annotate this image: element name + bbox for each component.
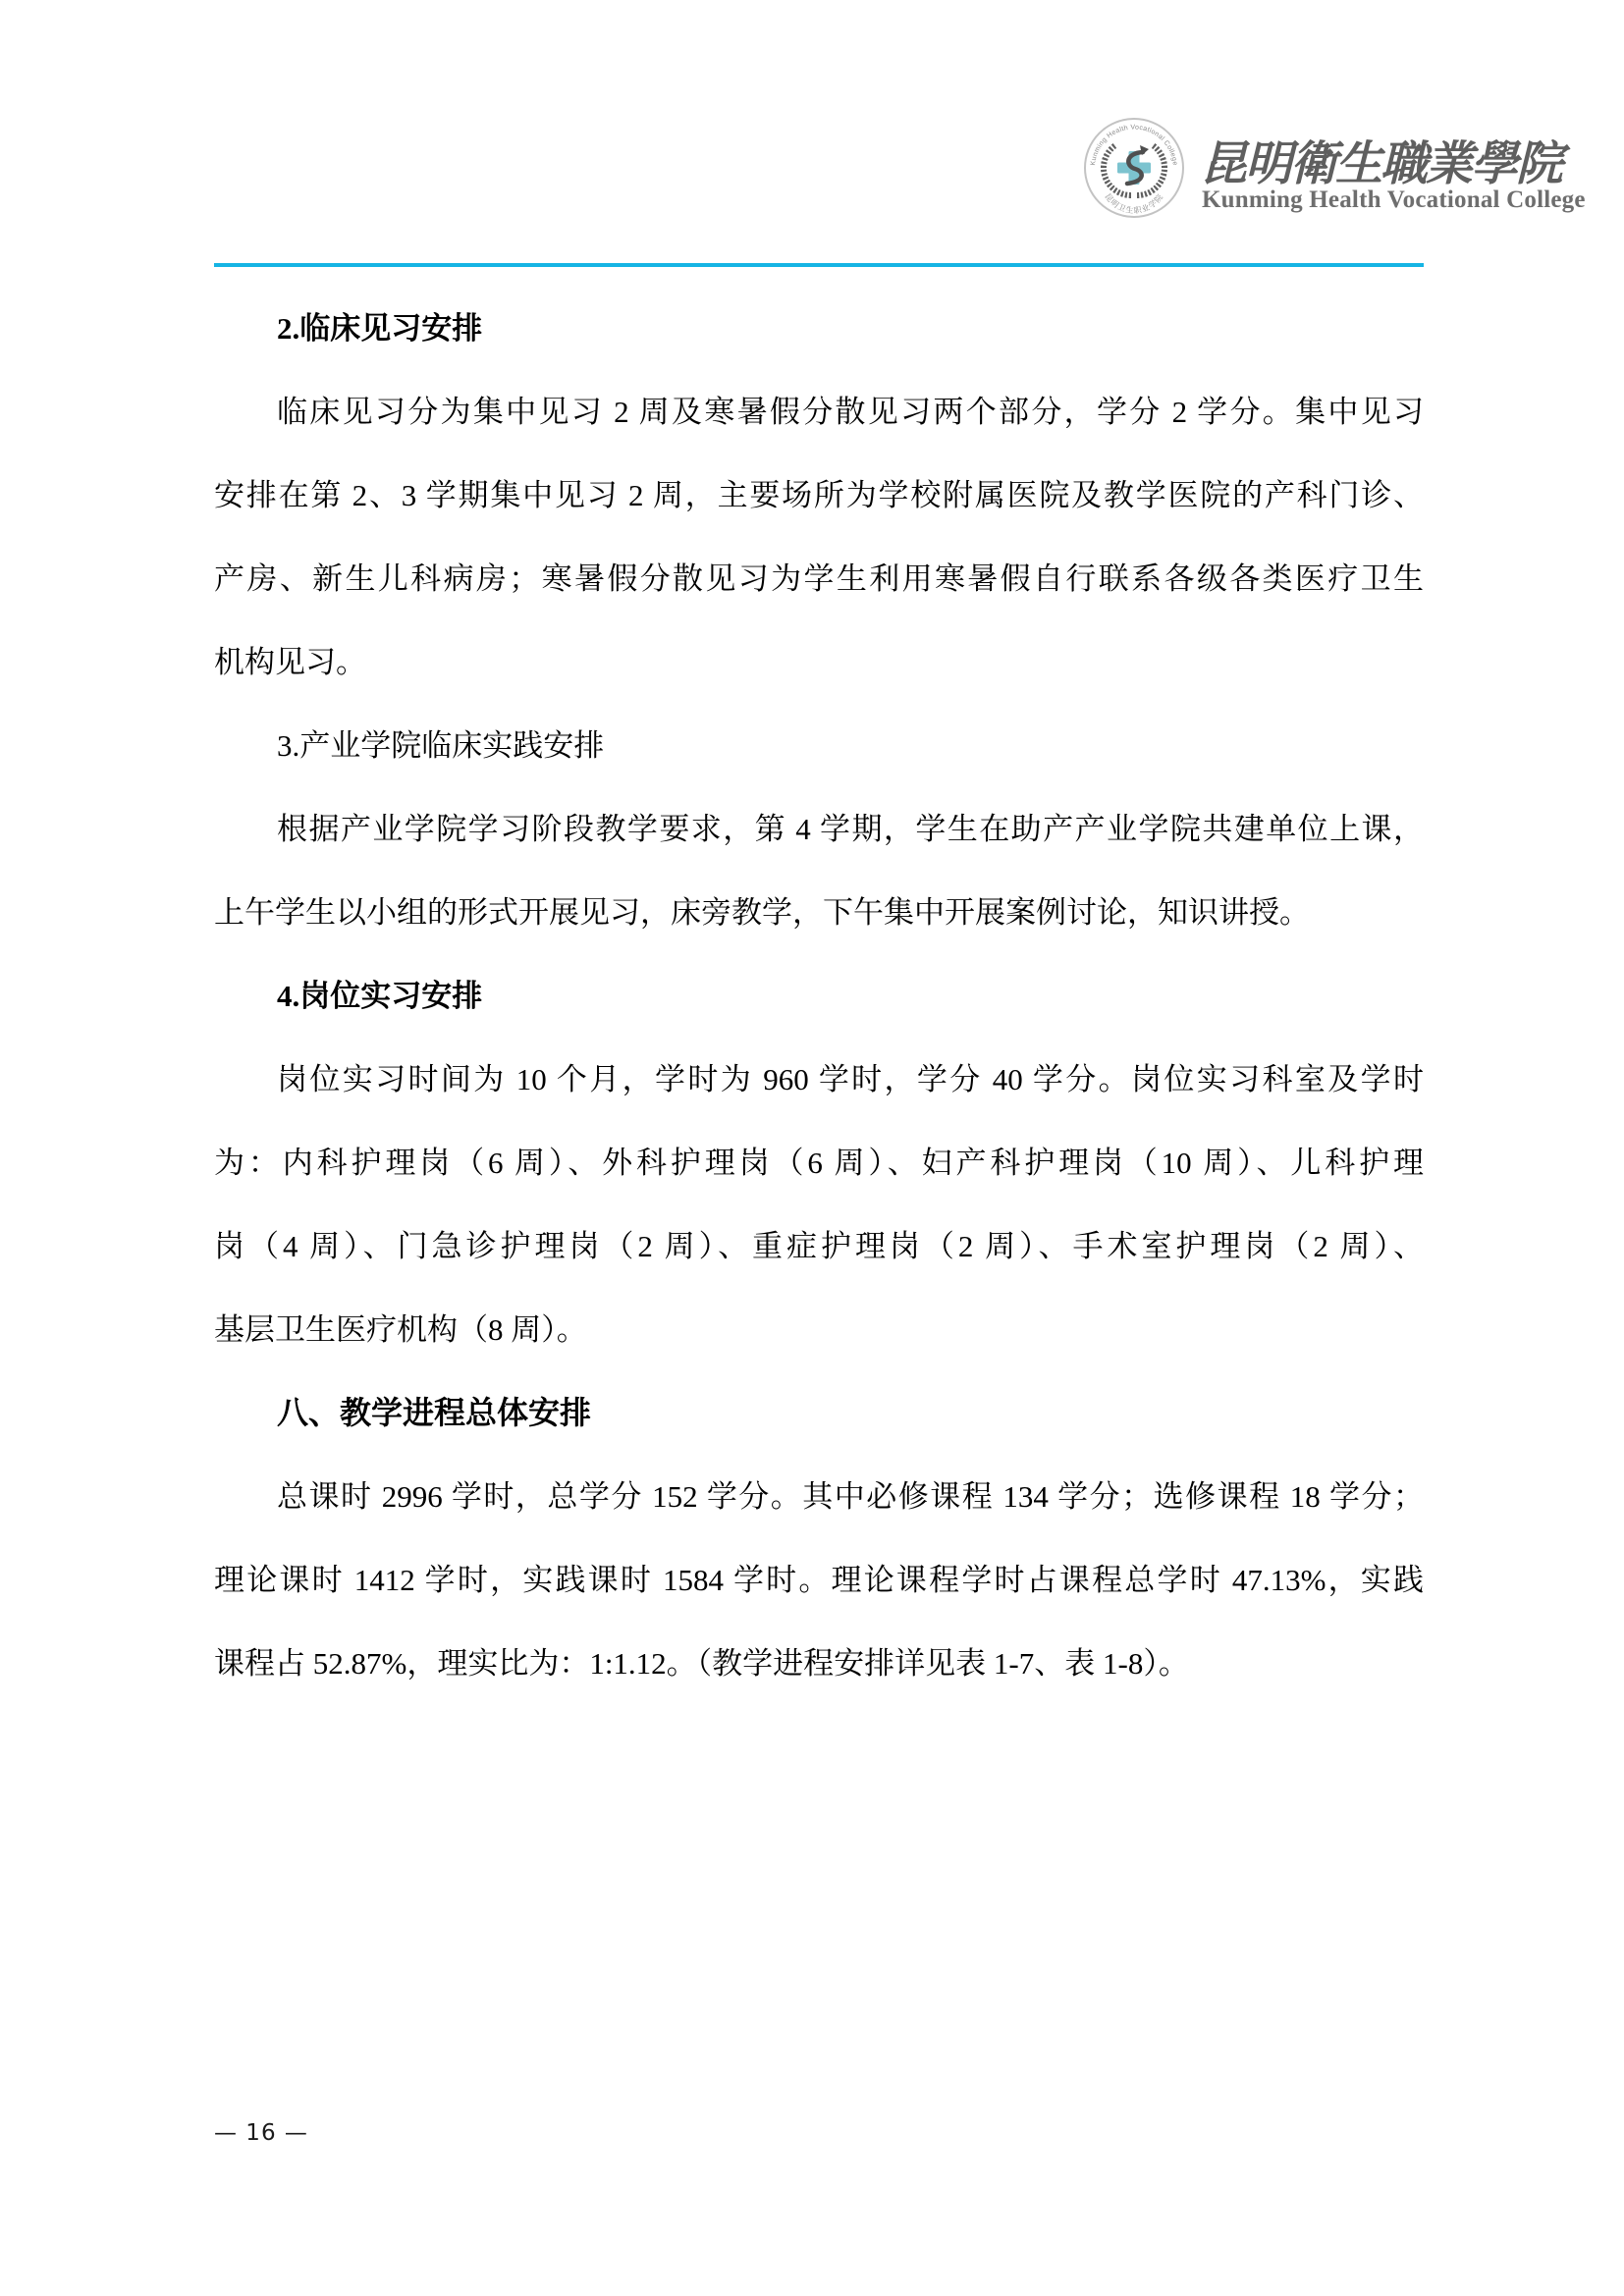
college-seal-icon — [1083, 116, 1185, 220]
text-line: 安排在第 2、3 学期集中见习 2 周，主要场所为学校附属医院及教学医院的产科门诊、 — [214, 478, 1424, 512]
text-line: 上午学生以小组的形式开展见习，床旁教学，下午集中开展案例讨论，知识讲授。 — [214, 895, 1310, 930]
text-line: 根据产业学院学习阶段教学要求，第 4 学期，学生在助产产业学院共建单位上课， — [277, 812, 1424, 846]
heading-clinical-practicum: 2.临床见习安排 — [277, 311, 483, 346]
text-line: 岗（4 周）、门急诊护理岗（2 周）、重症护理岗（2 周）、手术室护理岗（2 周）、 — [214, 1229, 1424, 1263]
text-line: 临床见习分为集中见习 2 周及寒暑假分散见习两个部分，学分 2 学分。集中见习 — [277, 395, 1424, 429]
heading-post-internship: 4.岗位实习安排 — [277, 979, 483, 1013]
page-header — [0, 0, 1624, 275]
heading-industry-college: 3.产业学院临床实践安排 — [277, 728, 605, 763]
text-line: 基层卫生医疗机构（8 周）。 — [214, 1312, 587, 1347]
text-line: 课程占 52.87%，理实比为：1:1.12。（教学进程安排详见表 1-7、表 1-8）。 — [214, 1646, 1189, 1681]
text-line: 产房、新生儿科病房；寒暑假分散见习为学生利用寒暑假自行联系各级各类医疗卫生 — [214, 561, 1424, 596]
text-line: 为：内科护理岗（6 周）、外科护理岗（6 周）、妇产科护理岗（10 周）、儿科护理 — [214, 1146, 1424, 1180]
logo-ring-text-bottom: 昆明卫生职业学院 — [1103, 191, 1165, 216]
text-line: 岗位实习时间为 10 个月，学时为 960 学时，学分 40 学分。岗位实习科室及学时 — [277, 1062, 1424, 1096]
text-line: 总课时 2996 学时，总学分 152 学分。其中必修课程 134 学分；选修课程 18 学分； — [277, 1479, 1424, 1514]
college-name-en: Kunming Health Vocational College — [1202, 187, 1586, 213]
document-body — [214, 267, 1424, 1705]
text-line: 理论课时 1412 学时，实践课时 1584 学时。理论课程学时占课程总学时 47.13%，实践 — [214, 1563, 1424, 1597]
college-name-zh: 昆明衛生職業學院 — [1200, 136, 1562, 191]
page-number: — 16 — — [214, 2120, 308, 2146]
logo-ring-text-top: Kunming Health Vocational College — [1090, 124, 1178, 167]
heading-teaching-schedule: 八、教学进程总体安排 — [277, 1394, 592, 1431]
text-line: 机构见习。 — [214, 645, 366, 679]
